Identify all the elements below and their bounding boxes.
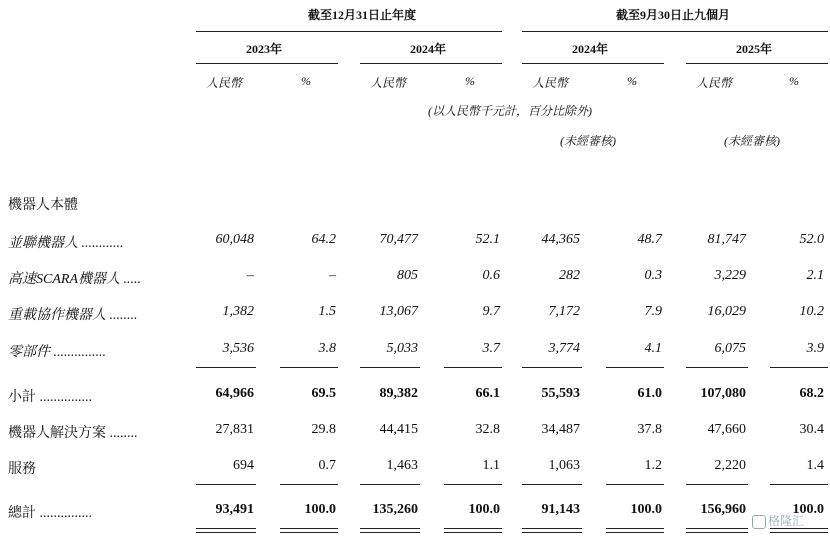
row-label-total: 總計 ............... <box>8 506 92 521</box>
col-pct-4: % <box>789 74 799 88</box>
cell: 3.8 <box>318 341 336 356</box>
cell: 7,172 <box>548 304 580 319</box>
year-underline-2024-9m <box>522 63 664 64</box>
cell: 13,067 <box>379 304 418 319</box>
cell: 47,660 <box>707 422 746 437</box>
total-rule-6 <box>606 484 664 485</box>
cell: 1.5 <box>318 304 336 319</box>
cell: 91,143 <box>541 502 580 517</box>
col-rmb-2: 人民幣 <box>370 76 407 90</box>
cell: 3,774 <box>548 341 580 356</box>
cell: 1.1 <box>482 458 500 473</box>
cell: 10.2 <box>799 304 824 319</box>
cell: 0.3 <box>644 268 662 283</box>
cell: 0.7 <box>318 458 336 473</box>
cell: 156,960 <box>700 502 746 517</box>
double-rule-a5 <box>522 528 582 529</box>
unit-note: (以人民幣千元計，百分比除外) <box>428 104 592 118</box>
col-pct-1: % <box>301 74 311 88</box>
row-label-heavy-collab-robots: 重載協作機器人 ........ <box>8 308 138 323</box>
row-label-robot-solutions: 機器人解決方案 ........ <box>8 426 138 441</box>
cell: 93,491 <box>215 502 254 517</box>
cell: 70,477 <box>379 232 418 247</box>
cell: 4.1 <box>644 341 662 356</box>
row-label-subtotal: 小計 ............... <box>8 390 92 405</box>
subtotal-rule-3 <box>360 367 420 368</box>
cell: 44,365 <box>541 232 580 247</box>
double-rule-b8 <box>770 532 828 533</box>
cell: 107,080 <box>700 386 746 401</box>
cell: 282 <box>559 268 580 283</box>
cell: – <box>247 268 254 283</box>
cell: 27,831 <box>215 422 254 437</box>
total-rule-8 <box>770 484 828 485</box>
double-rule-a2 <box>280 528 338 529</box>
cell: 100.0 <box>792 502 824 517</box>
total-rule-7 <box>686 484 748 485</box>
cell: 60,048 <box>215 232 254 247</box>
double-rule-a6 <box>606 528 664 529</box>
double-rule-b3 <box>360 532 420 533</box>
subtotal-rule-6 <box>606 367 664 368</box>
cell: 3,229 <box>714 268 746 283</box>
cell: 100.0 <box>304 502 336 517</box>
double-rule-b6 <box>606 532 664 533</box>
cell: 7.9 <box>644 304 662 319</box>
cell: 52.1 <box>475 232 500 247</box>
unaudited-note-2024: (未經審核) <box>560 134 616 148</box>
subtotal-rule-5 <box>522 367 582 368</box>
section-title-robot-bodies: 機器人本體 <box>8 198 78 213</box>
cell: 6,075 <box>714 341 746 356</box>
cell: 52.0 <box>799 232 824 247</box>
cell: 2.1 <box>806 268 824 283</box>
row-label-high-speed-scara: 高速SCARA機器人 ..... <box>8 272 141 287</box>
cell: 1.2 <box>644 458 662 473</box>
cell: 69.5 <box>311 386 336 401</box>
cell: 81,747 <box>707 232 746 247</box>
double-rule-a3 <box>360 528 420 529</box>
year-header-2024-9m: 2024年 <box>572 42 609 56</box>
cell: 16,029 <box>707 304 746 319</box>
double-rule-a4 <box>444 528 502 529</box>
row-label-components: 零部件 ............... <box>8 345 106 360</box>
col-pct-2: % <box>465 74 475 88</box>
group-underline-annual <box>196 31 502 32</box>
subtotal-rule-8 <box>770 367 828 368</box>
total-rule-5 <box>522 484 582 485</box>
cell: 5,033 <box>386 341 418 356</box>
cell: 89,382 <box>379 386 418 401</box>
double-rule-b7 <box>686 532 748 533</box>
cell: 68.2 <box>799 386 824 401</box>
cell: 55,593 <box>541 386 580 401</box>
double-rule-a1 <box>196 528 256 529</box>
double-rule-b5 <box>522 532 582 533</box>
double-rule-a7 <box>686 528 748 529</box>
group-header-nine-months: 截至9月30日止九個月 <box>616 8 731 22</box>
group-underline-nine-months <box>522 31 828 32</box>
total-rule-2 <box>280 484 338 485</box>
cell: 1.4 <box>806 458 824 473</box>
cell: 34,487 <box>541 422 580 437</box>
col-rmb-3: 人民幣 <box>532 76 569 90</box>
year-underline-2024 <box>360 63 502 64</box>
double-rule-b2 <box>280 532 338 533</box>
watermark-logo-icon <box>752 515 766 529</box>
cell: 64.2 <box>311 232 336 247</box>
total-rule-4 <box>444 484 502 485</box>
cell: 805 <box>397 268 418 283</box>
cell: 0.6 <box>482 268 500 283</box>
cell: 3.7 <box>482 341 500 356</box>
cell: 48.7 <box>637 232 662 247</box>
cell: 32.8 <box>475 422 500 437</box>
cell: 3,536 <box>222 341 254 356</box>
cell: 37.8 <box>637 422 662 437</box>
cell: 100.0 <box>630 502 662 517</box>
subtotal-rule-2 <box>280 367 338 368</box>
row-label-services: 服務 <box>8 462 36 477</box>
cell: 3.9 <box>806 341 824 356</box>
unaudited-note-2025: (未經審核) <box>724 134 780 148</box>
cell: 135,260 <box>372 502 418 517</box>
cell: 29.8 <box>311 422 336 437</box>
cell: 44,415 <box>379 422 418 437</box>
group-header-annual: 截至12月31日止年度 <box>308 8 417 22</box>
year-underline-2023 <box>196 63 338 64</box>
subtotal-rule-1 <box>196 367 256 368</box>
double-rule-b4 <box>444 532 502 533</box>
cell: 9.7 <box>482 304 500 319</box>
year-header-2024: 2024年 <box>410 42 447 56</box>
cell: 64,966 <box>215 386 254 401</box>
year-header-2025-9m: 2025年 <box>736 42 773 56</box>
cell: 30.4 <box>799 422 824 437</box>
watermark: 格隆汇 <box>752 512 804 529</box>
col-rmb-1: 人民幣 <box>206 76 243 90</box>
cell: 2,220 <box>714 458 746 473</box>
cell: 61.0 <box>637 386 662 401</box>
year-header-2023: 2023年 <box>246 42 283 56</box>
cell: 1,463 <box>386 458 418 473</box>
row-label-parallel-robots: 並聯機器人 ............ <box>8 236 124 251</box>
double-rule-b1 <box>196 532 256 533</box>
cell: 694 <box>233 458 254 473</box>
cell: 66.1 <box>475 386 500 401</box>
cell: 1,382 <box>222 304 254 319</box>
subtotal-rule-7 <box>686 367 748 368</box>
total-rule-3 <box>360 484 420 485</box>
subtotal-rule-4 <box>444 367 502 368</box>
cell: 100.0 <box>468 502 500 517</box>
cell: – <box>329 268 336 283</box>
col-rmb-4: 人民幣 <box>696 76 733 90</box>
col-pct-3: % <box>627 74 637 88</box>
total-rule-1 <box>196 484 256 485</box>
year-underline-2025-9m <box>686 63 828 64</box>
cell: 1,063 <box>548 458 580 473</box>
